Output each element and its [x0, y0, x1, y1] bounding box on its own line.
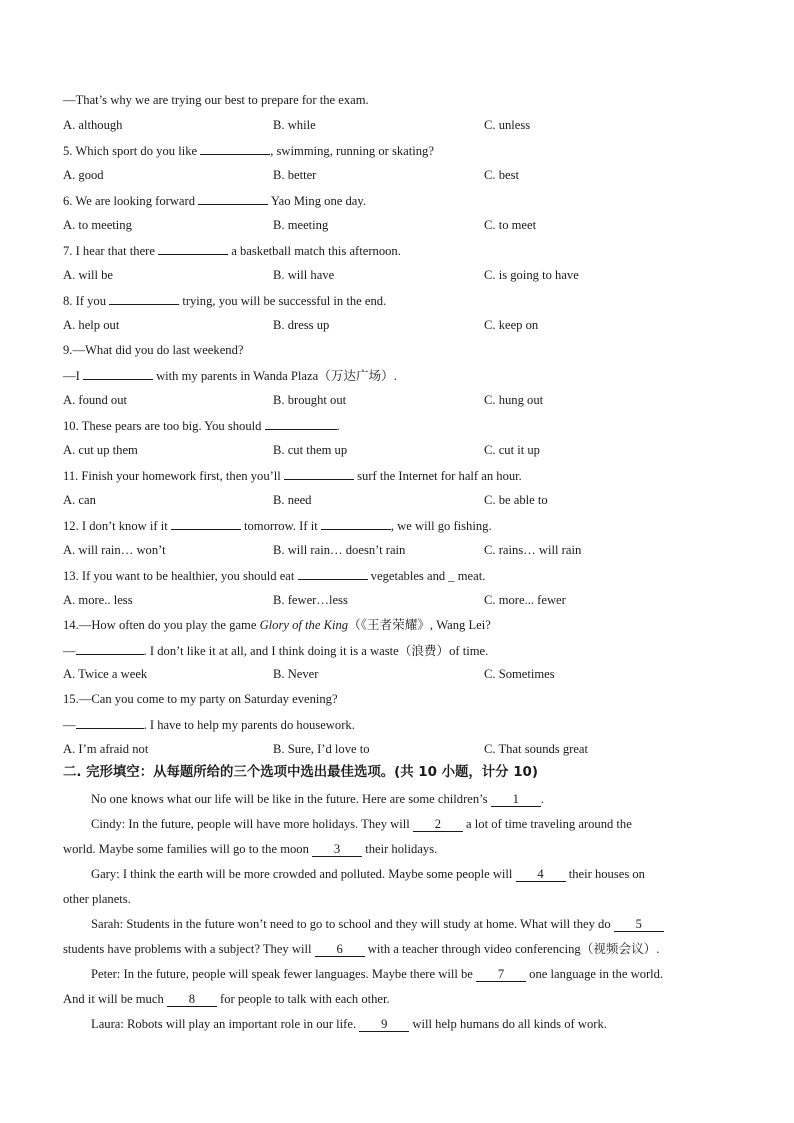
- q15-option-a: A. I’m afraid not: [63, 742, 149, 756]
- q4-option-c: C. unless: [484, 118, 531, 132]
- answer-blank: [265, 417, 337, 430]
- q14-line2: — . I don’t like it at all, and I think doing it is a waste（浪费）of time.: [63, 644, 489, 658]
- q11-option-a: A. can: [63, 493, 96, 507]
- q13-option-c: C. more... fewer: [484, 593, 566, 607]
- cloze-blank: 4: [516, 867, 566, 882]
- q12-option-b: B. will rain… doesn’t rain: [273, 543, 406, 557]
- q4-line2: —That’s why we are trying our best to prepare for the exam.: [63, 93, 369, 107]
- q7-stem: 7. I hear that there a basketball match this afternoon.: [63, 244, 401, 258]
- q14-option-c: C. Sometimes: [484, 667, 555, 681]
- cloze-paragraph-1: No one knows what our life will be like in the future. Here are some children’s 1 .: [91, 792, 544, 806]
- q12-option-a: A. will rain… won’t: [63, 543, 166, 557]
- q7-option-b: B. will have: [273, 268, 335, 282]
- q8-option-a: A. help out: [63, 318, 120, 332]
- q13-option-b: B. fewer…less: [273, 593, 348, 607]
- q11-stem: 11. Finish your homework first, then you’ll surf the Internet for half an hour.: [63, 469, 522, 483]
- q8-option-b: B. dress up: [273, 318, 330, 332]
- answer-blank: [171, 517, 241, 530]
- cloze-blank: 6: [315, 942, 365, 957]
- game-title: Glory of the King: [259, 618, 349, 632]
- q10-option-b: B. cut them up: [273, 443, 348, 457]
- cloze-blank: 9: [359, 1017, 409, 1032]
- answer-blank: [321, 517, 391, 530]
- q12-stem: 12. I don’t know if it tomorrow. If it , we will go fishing.: [63, 519, 492, 533]
- q12-option-c: C. rains… will rain: [484, 543, 582, 557]
- q9-line2: —I with my parents in Wanda Plaza（万达广场）.: [63, 369, 397, 383]
- q4-option-a: A. although: [63, 118, 123, 132]
- q9-option-b: B. brought out: [273, 393, 347, 407]
- cloze-blank: 8: [167, 992, 217, 1007]
- cloze-blank: 1: [491, 792, 541, 807]
- q5-option-b: B. better: [273, 168, 317, 182]
- q15-option-c: C. That sounds great: [484, 742, 589, 756]
- q11-option-c: C. be able to: [484, 493, 548, 507]
- q5-stem: 5. Which sport do you like , swimming, running or skating?: [63, 144, 434, 158]
- cloze-paragraph-3-line2: other planets.: [63, 892, 131, 906]
- q6-option-a: A. to meeting: [63, 218, 132, 232]
- q8-option-c: C. keep on: [484, 318, 539, 332]
- q10-option-c: C. cut it up: [484, 443, 540, 457]
- cloze-paragraph-3: Gary: I think the earth will be more crowded and polluted. Maybe some people will 4 their houses on: [91, 867, 645, 881]
- q13-option-a: A. more.. less: [63, 593, 133, 607]
- q6-stem: 6. We are looking forward Yao Ming one day.: [63, 194, 366, 208]
- q5-option-c: C. best: [484, 168, 519, 182]
- q13-stem: 13. If you want to be healthier, you should eat vegetables and _ meat.: [63, 569, 486, 583]
- cloze-paragraph-5-line2: And it will be much 8 for people to talk with each other.: [63, 992, 390, 1006]
- q7-option-c: C. is going to have: [484, 268, 579, 282]
- cloze-paragraph-2-line2: world. Maybe some families will go to the moon 3 their holidays.: [63, 842, 438, 856]
- cloze-paragraph-4: Sarah: Students in the future won’t need to go to school and they will study at home. What will they do 5: [63, 916, 759, 932]
- q5-option-a: A. good: [63, 168, 104, 182]
- answer-blank: [284, 467, 354, 480]
- answer-blank: [83, 367, 153, 380]
- q10-option-a: A. cut up them: [63, 443, 138, 457]
- q14-option-b: B. Never: [273, 667, 319, 681]
- section-heading: 二. 完形填空：从每题所给的三个选项中选出最佳选项。(共 10 小题，计分 10): [63, 765, 538, 780]
- cloze-blank: 5: [614, 917, 664, 932]
- q9-option-a: A. found out: [63, 393, 128, 407]
- answer-blank: [298, 567, 368, 580]
- q9-line1: 9.—What did you do last weekend?: [63, 343, 244, 357]
- q7-option-a: A. will be: [63, 268, 114, 282]
- q15-option-b: B. Sure, I’d love to: [273, 742, 370, 756]
- answer-blank: [76, 716, 144, 729]
- cloze-blank: 7: [476, 967, 526, 982]
- q9-option-c: C. hung out: [484, 393, 544, 407]
- cloze-paragraph-6: Laura: Robots will play an important role in our life. 9 will help humans do all kinds of work.: [91, 1017, 607, 1031]
- q15-line1: 15.—Can you come to my party on Saturday evening?: [63, 692, 338, 706]
- q14-line1: 14.—How often do you play the game Glory of the King（《王者荣耀》, Wang Lei?: [63, 618, 491, 632]
- cloze-paragraph-2: Cindy: In the future, people will have more holidays. They will 2 a lot of time traveling around the: [91, 817, 632, 831]
- q11-option-b: B. need: [273, 493, 312, 507]
- q6-option-c: C. to meet: [484, 218, 537, 232]
- q14-option-a: A. Twice a week: [63, 667, 148, 681]
- q15-line2: — . I have to help my parents do housework.: [63, 718, 355, 732]
- q8-stem: 8. If you trying, you will be successful in the end.: [63, 294, 387, 308]
- answer-blank: [109, 292, 179, 305]
- cloze-paragraph-4-line2: students have problems with a subject? They will 6 with a teacher through video conferencing（视频会议）.: [63, 942, 660, 956]
- cloze-blank: 2: [413, 817, 463, 832]
- answer-blank: [200, 142, 270, 155]
- cloze-blank: 3: [312, 842, 362, 857]
- answer-blank: [198, 192, 268, 205]
- answer-blank: [76, 642, 144, 655]
- q6-option-b: B. meeting: [273, 218, 329, 232]
- answer-blank: [158, 242, 228, 255]
- q4-option-b: B. while: [273, 118, 316, 132]
- q10-stem: 10. These pears are too big. You should .: [63, 419, 340, 433]
- cloze-paragraph-5: Peter: In the future, people will speak fewer languages. Maybe there will be 7 one language in the world.: [91, 967, 664, 981]
